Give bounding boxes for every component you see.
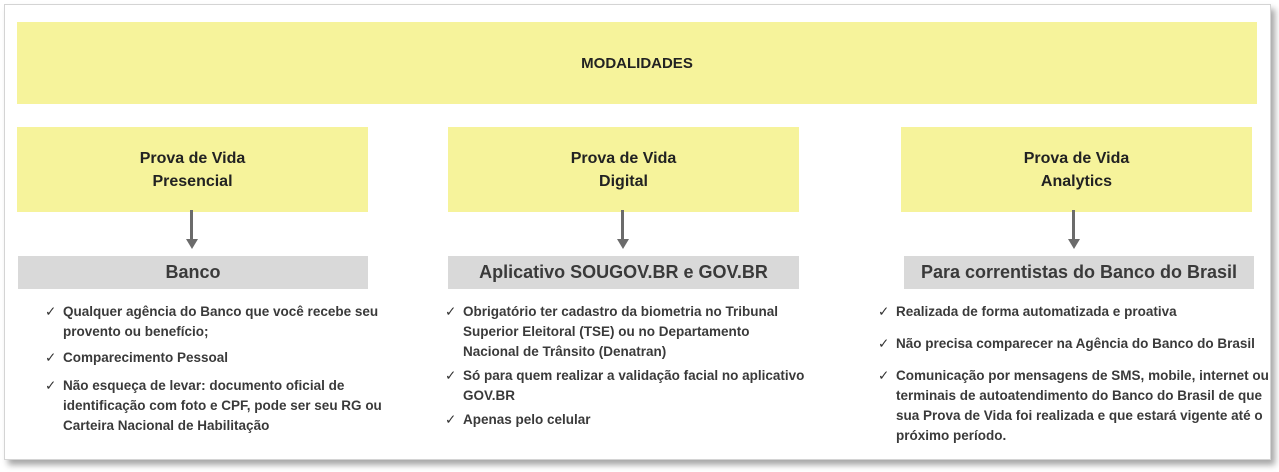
list-item: ✓ Comunicação por mensagens de SMS, mobile, internet ou terminais de autoatendimento do Banco do Brasil de que sua Prova de Vida foi realizada e que estará vigente até o próximo período. <box>878 368 1269 443</box>
mode-box-presencial <box>17 127 368 212</box>
check-icon: ✓ <box>445 304 457 319</box>
check-icon: ✓ <box>45 350 57 365</box>
channel-box-aplicativo <box>448 256 799 289</box>
check-icon: ✓ <box>445 368 457 383</box>
channel-box-correntistas <box>904 256 1254 289</box>
list-item: ✓ Não precisa comparecer na Agência do Banco do Brasil <box>878 334 1270 354</box>
check-icon: ✓ <box>445 412 457 427</box>
modalidades-header <box>17 22 1257 104</box>
mode-title-line1: Prova de Vida <box>1023 149 1130 167</box>
list-item: ✓ Obrigatório ter cadastro da biometria no Tribunal Superior Eleitoral (TSE) ou no Departamento Nacional de Trânsito (Denatran) <box>445 304 779 359</box>
mode-presencial-list <box>45 302 400 436</box>
mode-title-line2: Digital <box>599 172 648 190</box>
list-item: ✓ Comparecimento Pessoal <box>45 348 400 368</box>
list-item: ✓ Não esqueça de levar: documento oficial de identificação com foto e CPF, pode ser seu RG ou Carteira Nacional de Habilitação <box>45 378 382 433</box>
arrow-down-icon <box>1068 210 1080 252</box>
mode-title-line1: Prova de Vida <box>139 149 246 167</box>
check-icon: ✓ <box>878 368 890 383</box>
list-item: ✓ Só para quem realizar a validação facial no aplicativo GOV.BR <box>445 368 805 403</box>
arrow-down-icon <box>186 210 198 252</box>
channel-label: Aplicativo SOUGOV.BR e GOV.BR <box>479 262 768 282</box>
list-item: ✓ Qualquer agência do Banco que você recebe seu provento ou benefício; <box>45 304 379 339</box>
check-icon: ✓ <box>45 304 57 319</box>
mode-box-analytics <box>901 127 1252 212</box>
mode-analytics-list <box>878 302 1270 446</box>
channel-label: Banco <box>165 262 221 282</box>
list-item: ✓ Realizada de forma automatizada e proativa <box>878 302 1270 322</box>
mode-title-line1: Prova de Vida <box>570 149 677 167</box>
arrow-down-icon <box>617 210 629 252</box>
check-icon: ✓ <box>878 304 890 319</box>
channel-label: Para correntistas do Banco do Brasil <box>920 262 1238 282</box>
channel-box-banco <box>18 256 368 289</box>
mode-title-line2: Presencial <box>152 172 233 190</box>
header-title: MODALIDADES <box>581 54 693 72</box>
list-item: ✓ Apenas pelo celular <box>445 410 805 430</box>
mode-box-digital <box>448 127 799 212</box>
mode-title-line2: Analytics <box>1040 172 1113 190</box>
mode-digital-list <box>445 302 805 430</box>
check-icon: ✓ <box>45 378 57 393</box>
check-icon: ✓ <box>878 336 890 351</box>
